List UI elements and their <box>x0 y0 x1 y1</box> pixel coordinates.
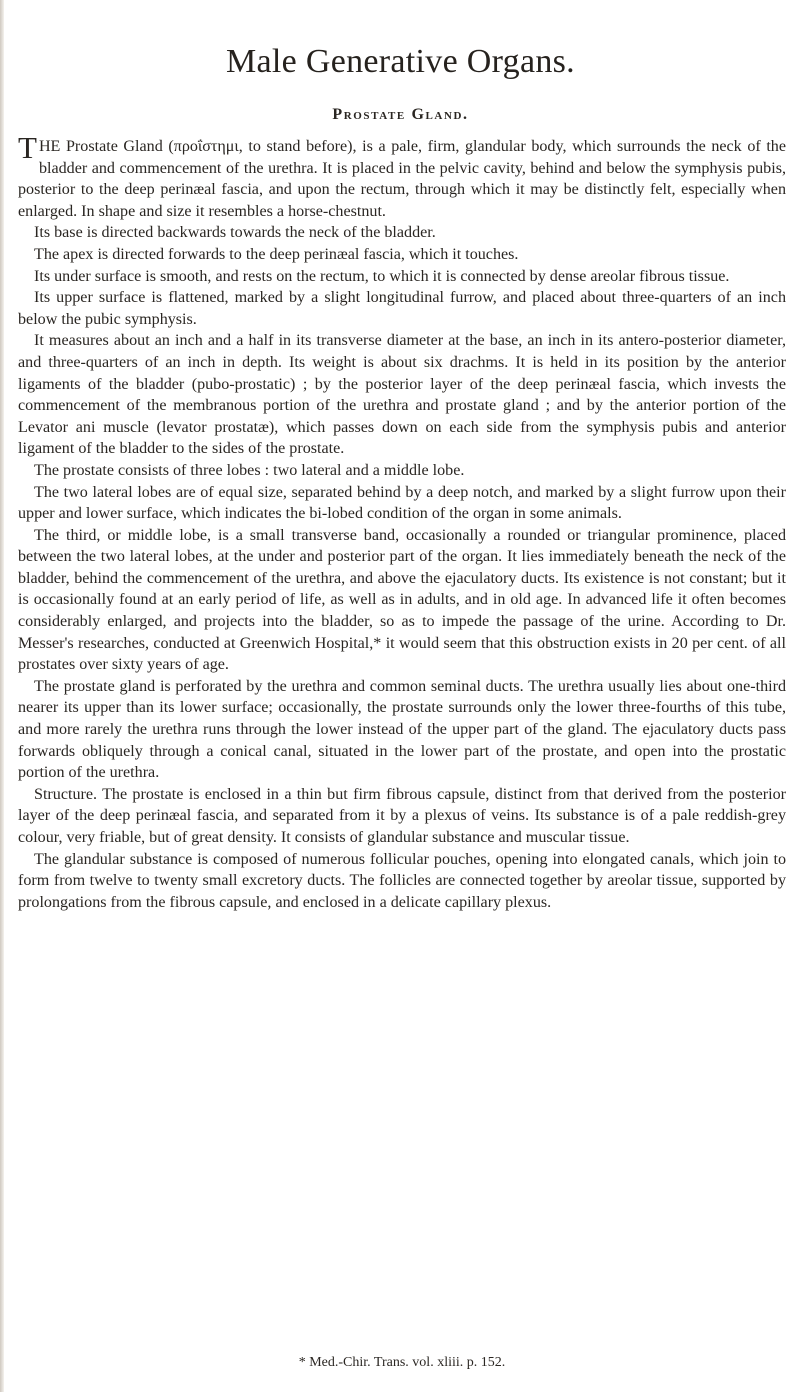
paragraph-structure: Structure. The prostate is enclosed in a thin but firm fibrous capsule, distinct from that derived from the posterior layer of the deep perinæal fascia, and separated from it by a plexus of veins. Its substance is of a pale reddish-grey colour, very friable, but of great density. It consists of glandular substance and muscular tissue. <box>18 785 786 846</box>
page-binding-edge <box>0 0 4 1392</box>
paragraph-apex: The apex is directed forwards to the deep perinæal fascia, which it touches. <box>34 245 519 263</box>
page-title: Male Generative Organs. <box>226 43 575 80</box>
paragraph-lateral-lobes: The two lateral lobes are of equal size, separated behind by a deep notch, and marked by a slight furrow upon their upper and lower surface, which indicates the bi-lobed condition of the organ in some animals. <box>18 483 786 523</box>
body-text <box>18 130 786 913</box>
section-title: Prostate Gland. <box>332 106 469 123</box>
footnote: * Med.-Chir. Trans. vol. xliii. p. 152. <box>298 1355 506 1370</box>
paragraph-measurements: It measures about an inch and a half in its transverse diameter at the base, an inch in its antero-posterior diameter, and three-quarters of an inch in depth. Its weight is about six drachms. It is held in its position by the anterior ligaments of the bladder (pubo-prostatic) ; by the posterior layer of the deep perinæal fascia, which invests the commencement of the membranous portion of the urethra and prostate gland ; and by the anterior portion of the Levator ani muscle (levator prostatæ), which passes down on each side from the symphysis pubis and anterior ligament of the bladder to the sides of the prostate. <box>18 332 786 458</box>
paragraph-middle-lobe: The third, or middle lobe, is a small transverse band, occasionally a rounded or triangular prominence, placed between the two lateral lobes, at the under and posterior part of the organ. It lies immediately beneath the neck of the bladder, behind the commencement of the urethra, and above the ejaculatory ducts. Its existence is not constant; but it is occasionally found at an early period of life, as well as in adults, and in old age. In advanced life it often becomes considerably enlarged, and projects into the bladder, so as to impede the passage of the urine. According to Dr. Messer's researches, conducted at Greenwich Hospital,* it would seem that this obstruction exists in 20 per cent. of all prostates over sixty years of age. <box>18 526 786 674</box>
intro-paragraph <box>18 130 786 222</box>
paragraph-glandular-substance: The glandular substance is composed of numerous follicular pouches, opening into elongated canals, which join to form from twelve to twenty small excretory ducts. The follicles are connected together by areolar tissue, supported by prolongations from the fibrous capsule, and enclosed in a delicate capillary plexus. <box>18 850 786 911</box>
paragraph-under-surface: Its under surface is smooth, and rests on the rectum, to which it is connected by dense areolar fibrous tissue. <box>34 267 730 285</box>
drop-cap: T <box>18 130 37 165</box>
paragraph-lobes: The prostate consists of three lobes : two lateral and a middle lobe. <box>34 461 465 479</box>
paragraph-upper-surface: Its upper surface is flattened, marked by a slight longitudinal furrow, and placed about three-quarters of an inch below the pubic symphysis. <box>18 289 786 328</box>
paragraph-base: Its base is directed backwards towards the neck of the bladder. <box>34 224 436 242</box>
intro-text: HE Prostate Gland (προΐστημι, to stand before), is a pale, firm, glandular body, which surrounds the neck of the bladder and commencement of the urethra. It is placed in the pelvic cavity, behind and below the symphysis pubis, posterior to the deep perinæal fascia, and upon the rectum, through which it may be distinctly felt, especially when enlarged. In shape and size it resembles a horse-chestnut. <box>18 138 786 220</box>
paragraph-perforation: The prostate gland is perforated by the urethra and common seminal ducts. The urethra usually lies about one-third nearer its upper than its lower surface; occasionally, the prostate surrounds only the lower three-fourths of this tube, and more rarely the urethra runs through the lower instead of the upper part of the gland. The ejaculatory ducts pass forwards obliquely through a conical canal, situated in the lower part of the prostate, and open into the prostatic portion of the urethra. <box>18 677 786 782</box>
